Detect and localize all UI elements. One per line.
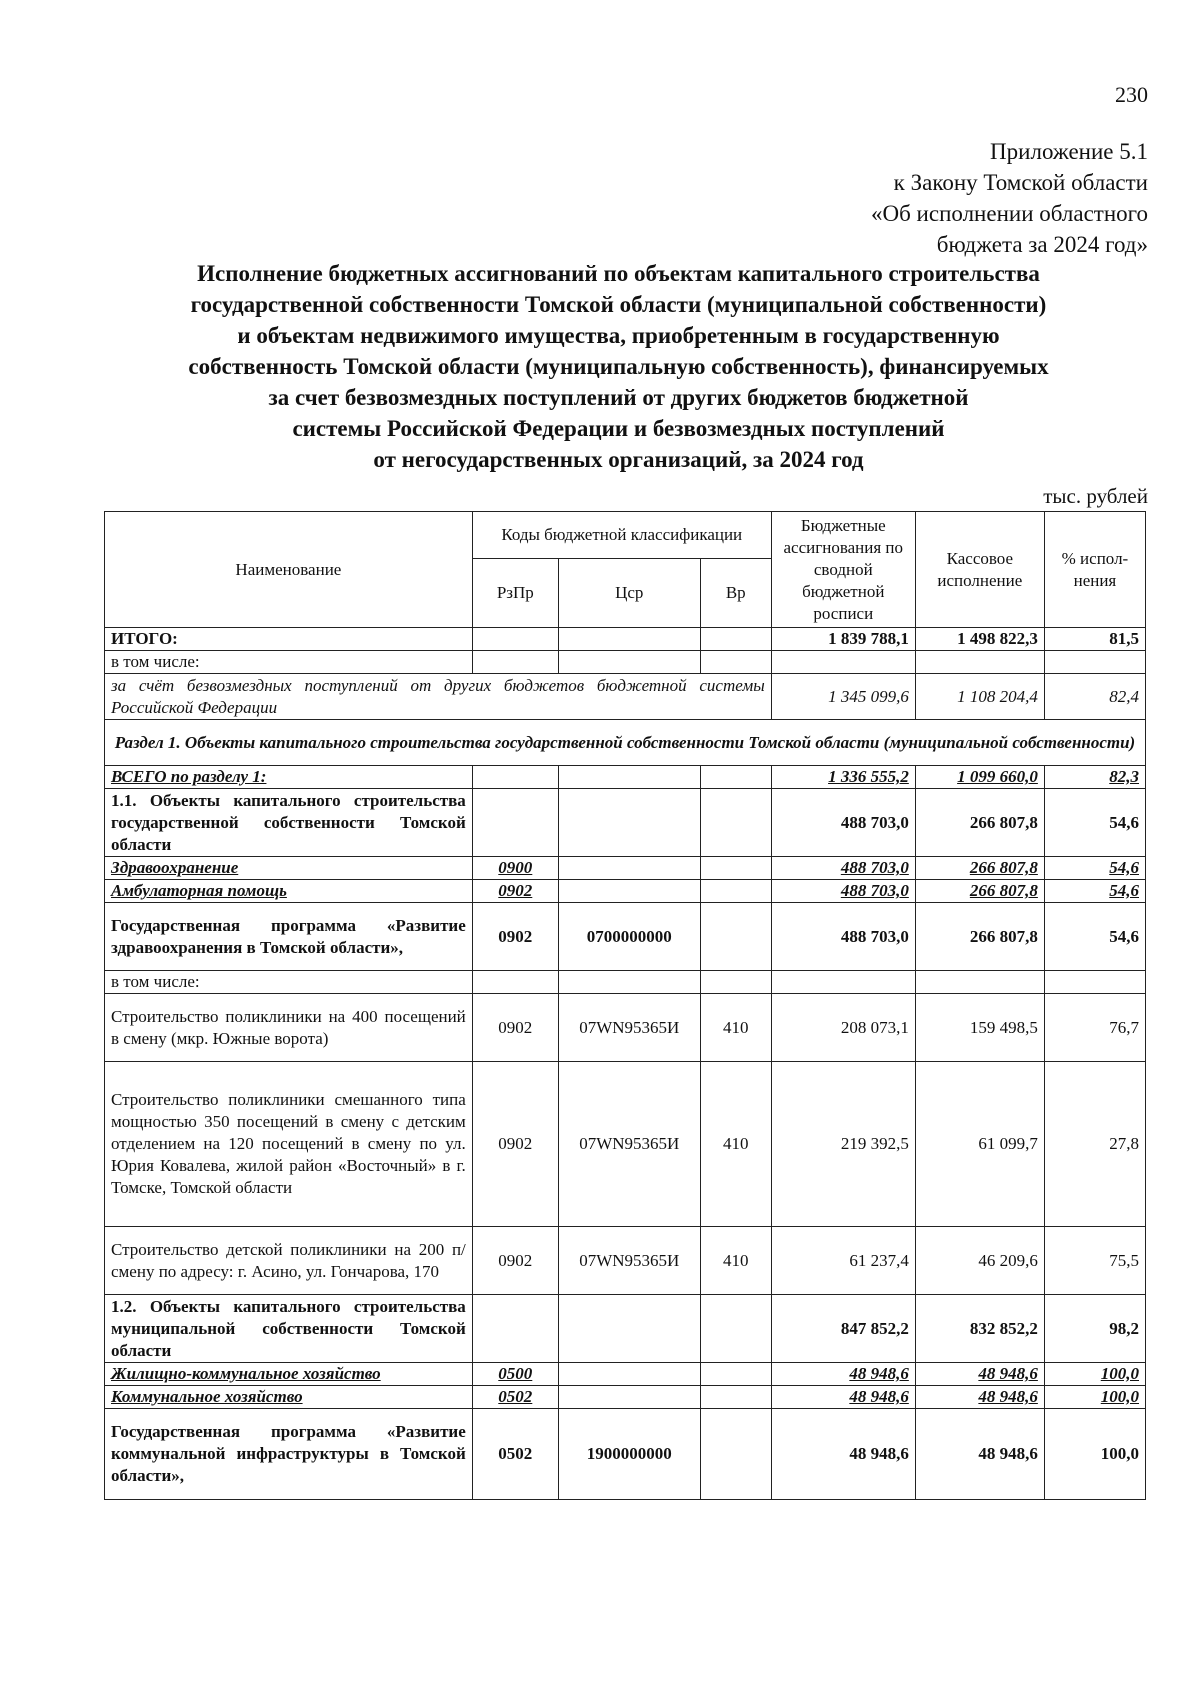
row-percent: 98,2: [1044, 1295, 1145, 1363]
row-cash: 48 948,6: [915, 1363, 1044, 1386]
budget-table: [104, 511, 1146, 1500]
row-name: Строительство поликлиники на 400 посещений в смену (мкр. Южные ворота): [105, 994, 473, 1062]
row-percent: 82,3: [1044, 766, 1145, 789]
row-cash: 1 099 660,0: [915, 766, 1044, 789]
header-rzpr: РзПр: [472, 559, 558, 628]
table-row: [105, 789, 1146, 857]
row-cash: 266 807,8: [915, 857, 1044, 880]
title-line: системы Российской Федерации и безвозмездных поступлений: [292, 416, 945, 441]
row-name: за счёт безвозмездных поступлений от других бюджетов бюджетной системы Российской Федерации: [105, 674, 772, 720]
section-row: [105, 720, 1146, 766]
appendix-line: к Закону Томской области: [893, 170, 1148, 195]
row-cash: 832 852,2: [915, 1295, 1044, 1363]
row-assign: 1 345 099,6: [771, 674, 915, 720]
row-assign: 1 839 788,1: [771, 628, 915, 651]
page-number: 230: [1115, 82, 1148, 107]
row-percent: 54,6: [1044, 857, 1145, 880]
header-name: Наименование: [105, 512, 473, 628]
row-cash: 1 498 822,3: [915, 628, 1044, 651]
row-name: Строительство детской поликлиники на 200 п/смену по адресу: г. Асино, ул. Гончарова, 170: [105, 1227, 473, 1295]
row-percent: 54,6: [1044, 789, 1145, 857]
title-line: собственность Томской области (муниципальную собственность), финансируемых: [188, 354, 1049, 379]
row-assign: 61 237,4: [771, 1227, 915, 1295]
row-rzpr: 0502: [472, 1409, 558, 1500]
section-heading: Раздел 1. Объекты капитального строительства государственной собственности Томской области (муниципальной собственности): [105, 720, 1146, 766]
row-csr: 07WN95365И: [558, 994, 700, 1062]
title-line: за счет безвозмездных поступлений от других бюджетов бюджетной: [268, 385, 969, 410]
table-row: [105, 994, 1146, 1062]
row-assign: 488 703,0: [771, 880, 915, 903]
row-cash: 159 498,5: [915, 994, 1044, 1062]
table-row: [105, 628, 1146, 651]
row-name: Государственная программа «Развитие здравоохранения в Томской области»,: [105, 903, 473, 971]
row-cash: 266 807,8: [915, 789, 1044, 857]
title-line: от негосударственных организаций, за 2024 год: [373, 447, 864, 472]
row-csr: 0700000000: [558, 903, 700, 971]
row-assign: 48 948,6: [771, 1386, 915, 1409]
row-vr: 410: [700, 1227, 771, 1295]
row-rzpr: 0902: [472, 903, 558, 971]
row-name: ВСЕГО по разделу 1:: [105, 766, 473, 789]
document-title: [96, 258, 1141, 475]
row-rzpr: 0902: [472, 994, 558, 1062]
table-row: [105, 651, 1146, 674]
row-assign: 48 948,6: [771, 1363, 915, 1386]
appendix-line: бюджета за 2024 год»: [936, 232, 1148, 257]
table-row: [105, 1227, 1146, 1295]
header-codes: Коды бюджетной классификации: [472, 512, 771, 559]
row-csr: 07WN95365И: [558, 1227, 700, 1295]
appendix-reference: [871, 136, 1148, 260]
units-label: тыс. рублей: [1043, 484, 1148, 508]
row-percent: 27,8: [1044, 1062, 1145, 1227]
appendix-line: Приложение 5.1: [990, 139, 1148, 164]
row-percent: 100,0: [1044, 1409, 1145, 1500]
table-row: [105, 674, 1146, 720]
row-cash: 266 807,8: [915, 880, 1044, 903]
row-percent: 76,7: [1044, 994, 1145, 1062]
title-line: Исполнение бюджетных ассигнований по объектам капитального строительства: [197, 261, 1040, 286]
row-percent: 54,6: [1044, 903, 1145, 971]
table-row: [105, 971, 1146, 994]
table-row: [105, 1386, 1146, 1409]
row-percent: 100,0: [1044, 1386, 1145, 1409]
row-vr: 410: [700, 994, 771, 1062]
header-percent: % испол-нения: [1044, 512, 1145, 628]
table-row: [105, 880, 1146, 903]
row-rzpr: 0500: [472, 1363, 558, 1386]
row-name: 1.1. Объекты капитального строительства государственной собственности Томской области: [105, 789, 473, 857]
row-cash: 46 209,6: [915, 1227, 1044, 1295]
table-row: [105, 903, 1146, 971]
header-cash: Кассовое исполнение: [915, 512, 1044, 628]
appendix-line: «Об исполнении областного: [871, 201, 1148, 226]
row-assign: 488 703,0: [771, 903, 915, 971]
row-name: Здравоохранение: [105, 857, 473, 880]
row-rzpr: 0900: [472, 857, 558, 880]
row-cash: 266 807,8: [915, 903, 1044, 971]
row-name: Строительство поликлиники смешанного типа мощностью 350 посещений в смену с детским отделением на 120 посещений в смену по ул. Юрия Ковалева, жилой район «Восточный» в г. Томске, Томской области: [105, 1062, 473, 1227]
row-percent: 100,0: [1044, 1363, 1145, 1386]
row-assign: 219 392,5: [771, 1062, 915, 1227]
title-line: и объектам недвижимого имущества, приобретенным в государственную: [237, 323, 1000, 348]
header-vr: Вр: [700, 559, 771, 628]
row-name: Жилищно-коммунальное хозяйство: [105, 1363, 473, 1386]
row-percent: 54,6: [1044, 880, 1145, 903]
table-row: [105, 857, 1146, 880]
title-line: государственной собственности Томской области (муниципальной собственности): [190, 292, 1047, 317]
row-percent: 81,5: [1044, 628, 1145, 651]
row-assign: 488 703,0: [771, 857, 915, 880]
row-rzpr: 0902: [472, 1062, 558, 1227]
row-name: Коммунальное хозяйство: [105, 1386, 473, 1409]
row-name: 1.2. Объекты капитального строительства муниципальной собственности Томской области: [105, 1295, 473, 1363]
row-csr: 07WN95365И: [558, 1062, 700, 1227]
header-csr: Цср: [558, 559, 700, 628]
table-row: [105, 1409, 1146, 1500]
row-cash: 48 948,6: [915, 1409, 1044, 1500]
row-name: Государственная программа «Развитие коммунальной инфраструктуры в Томской области»,: [105, 1409, 473, 1500]
header-assignments: Бюджетные ассигнования по сводной бюджетной росписи: [771, 512, 915, 628]
row-name: в том числе:: [105, 971, 473, 994]
row-assign: 1 336 555,2: [771, 766, 915, 789]
row-name: в том числе:: [105, 651, 473, 674]
row-csr: 1900000000: [558, 1409, 700, 1500]
row-name: Амбулаторная помощь: [105, 880, 473, 903]
row-cash: 48 948,6: [915, 1386, 1044, 1409]
row-cash: 1 108 204,4: [915, 674, 1044, 720]
row-name: ИТОГО:: [105, 628, 473, 651]
table-row: [105, 1062, 1146, 1227]
table-row: [105, 766, 1146, 789]
row-assign: 208 073,1: [771, 994, 915, 1062]
row-assign: 48 948,6: [771, 1409, 915, 1500]
row-percent: 82,4: [1044, 674, 1145, 720]
row-percent: 75,5: [1044, 1227, 1145, 1295]
row-cash: 61 099,7: [915, 1062, 1044, 1227]
row-rzpr: 0902: [472, 1227, 558, 1295]
row-rzpr: 0502: [472, 1386, 558, 1409]
row-assign: 847 852,2: [771, 1295, 915, 1363]
row-assign: 488 703,0: [771, 789, 915, 857]
table-row: [105, 1363, 1146, 1386]
row-vr: 410: [700, 1062, 771, 1227]
row-rzpr: 0902: [472, 880, 558, 903]
table-row: [105, 1295, 1146, 1363]
